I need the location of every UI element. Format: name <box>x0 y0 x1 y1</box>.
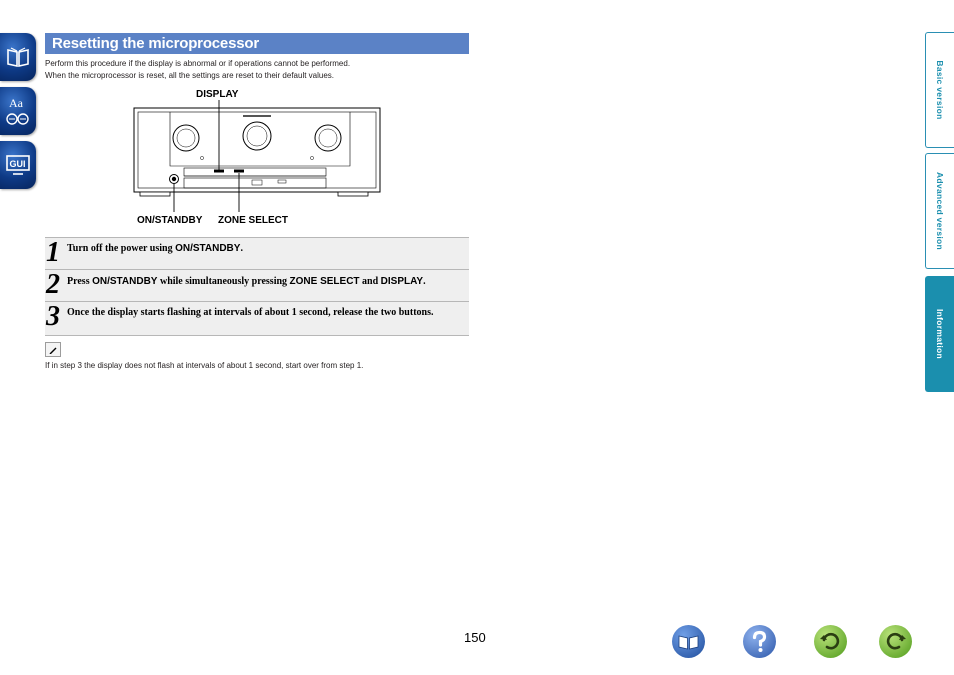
step-text <box>45 238 469 255</box>
step-3 <box>45 301 469 336</box>
gui-label: GUI <box>9 159 26 169</box>
section-title: Resetting the microprocessor <box>45 33 469 54</box>
label-zone-select: ZONE SELECT <box>218 215 289 226</box>
forward-icon[interactable] <box>879 625 912 658</box>
help-icon[interactable] <box>743 625 776 658</box>
page-number: 150 <box>464 630 486 645</box>
contents-book-icon[interactable] <box>672 625 705 658</box>
glossary-icon[interactable] <box>0 87 36 135</box>
intro-line-1: Perform this procedure if the display is abnormal or if operations cannot be performed. <box>45 59 351 68</box>
button-name-display: DISPLAY <box>380 276 424 287</box>
tab-label: Advanced version <box>935 171 945 251</box>
tab-label: Information <box>935 308 945 360</box>
note-text: If in step 3 the display does not flash at intervals of about 1 second, start over from step 1. <box>45 361 364 370</box>
button-name-on-standby: ON/STANDBY <box>175 243 241 254</box>
button-name-on-standby: ON/STANDBY <box>92 276 158 287</box>
tab-advanced-version[interactable] <box>925 153 954 269</box>
step-2 <box>45 269 469 301</box>
step-number: 1 <box>46 237 60 268</box>
front-panel-diagram <box>130 86 390 232</box>
step-text: Once the display starts flashing at intervals of about 1 second, release the two buttons. <box>67 307 434 318</box>
label-display: DISPLAY <box>196 89 239 100</box>
tab-information[interactable] <box>925 276 954 392</box>
step-text <box>45 270 469 288</box>
step-1 <box>45 237 469 269</box>
label-on-standby: ON/STANDBY <box>137 215 203 226</box>
intro-text <box>45 58 350 82</box>
step-text-part: . <box>423 276 426 287</box>
step-text-part: . <box>240 243 243 254</box>
button-name-zone-select: ZONE SELECT <box>289 276 360 287</box>
receiver-front-panel <box>130 100 390 220</box>
step-list <box>45 237 469 336</box>
manual-book-icon[interactable] <box>0 33 36 81</box>
step-number: 2 <box>46 269 60 300</box>
tab-basic-version[interactable] <box>925 32 954 148</box>
step-text-part: Press <box>67 276 93 287</box>
step-text-part: while simultaneously pressing <box>157 276 290 287</box>
back-icon[interactable] <box>814 625 847 658</box>
step-number: 3 <box>46 301 60 332</box>
intro-line-2: When the microprocessor is reset, all the settings are reset to their default values. <box>45 71 335 80</box>
tab-label: Basic version <box>935 60 945 120</box>
step-text-part: Turn off the power using <box>67 243 176 254</box>
step-text-part: and <box>359 276 381 287</box>
glossary-label: Aa <box>9 96 23 110</box>
note-pencil-icon <box>45 342 61 357</box>
gui-icon[interactable] <box>0 141 36 189</box>
